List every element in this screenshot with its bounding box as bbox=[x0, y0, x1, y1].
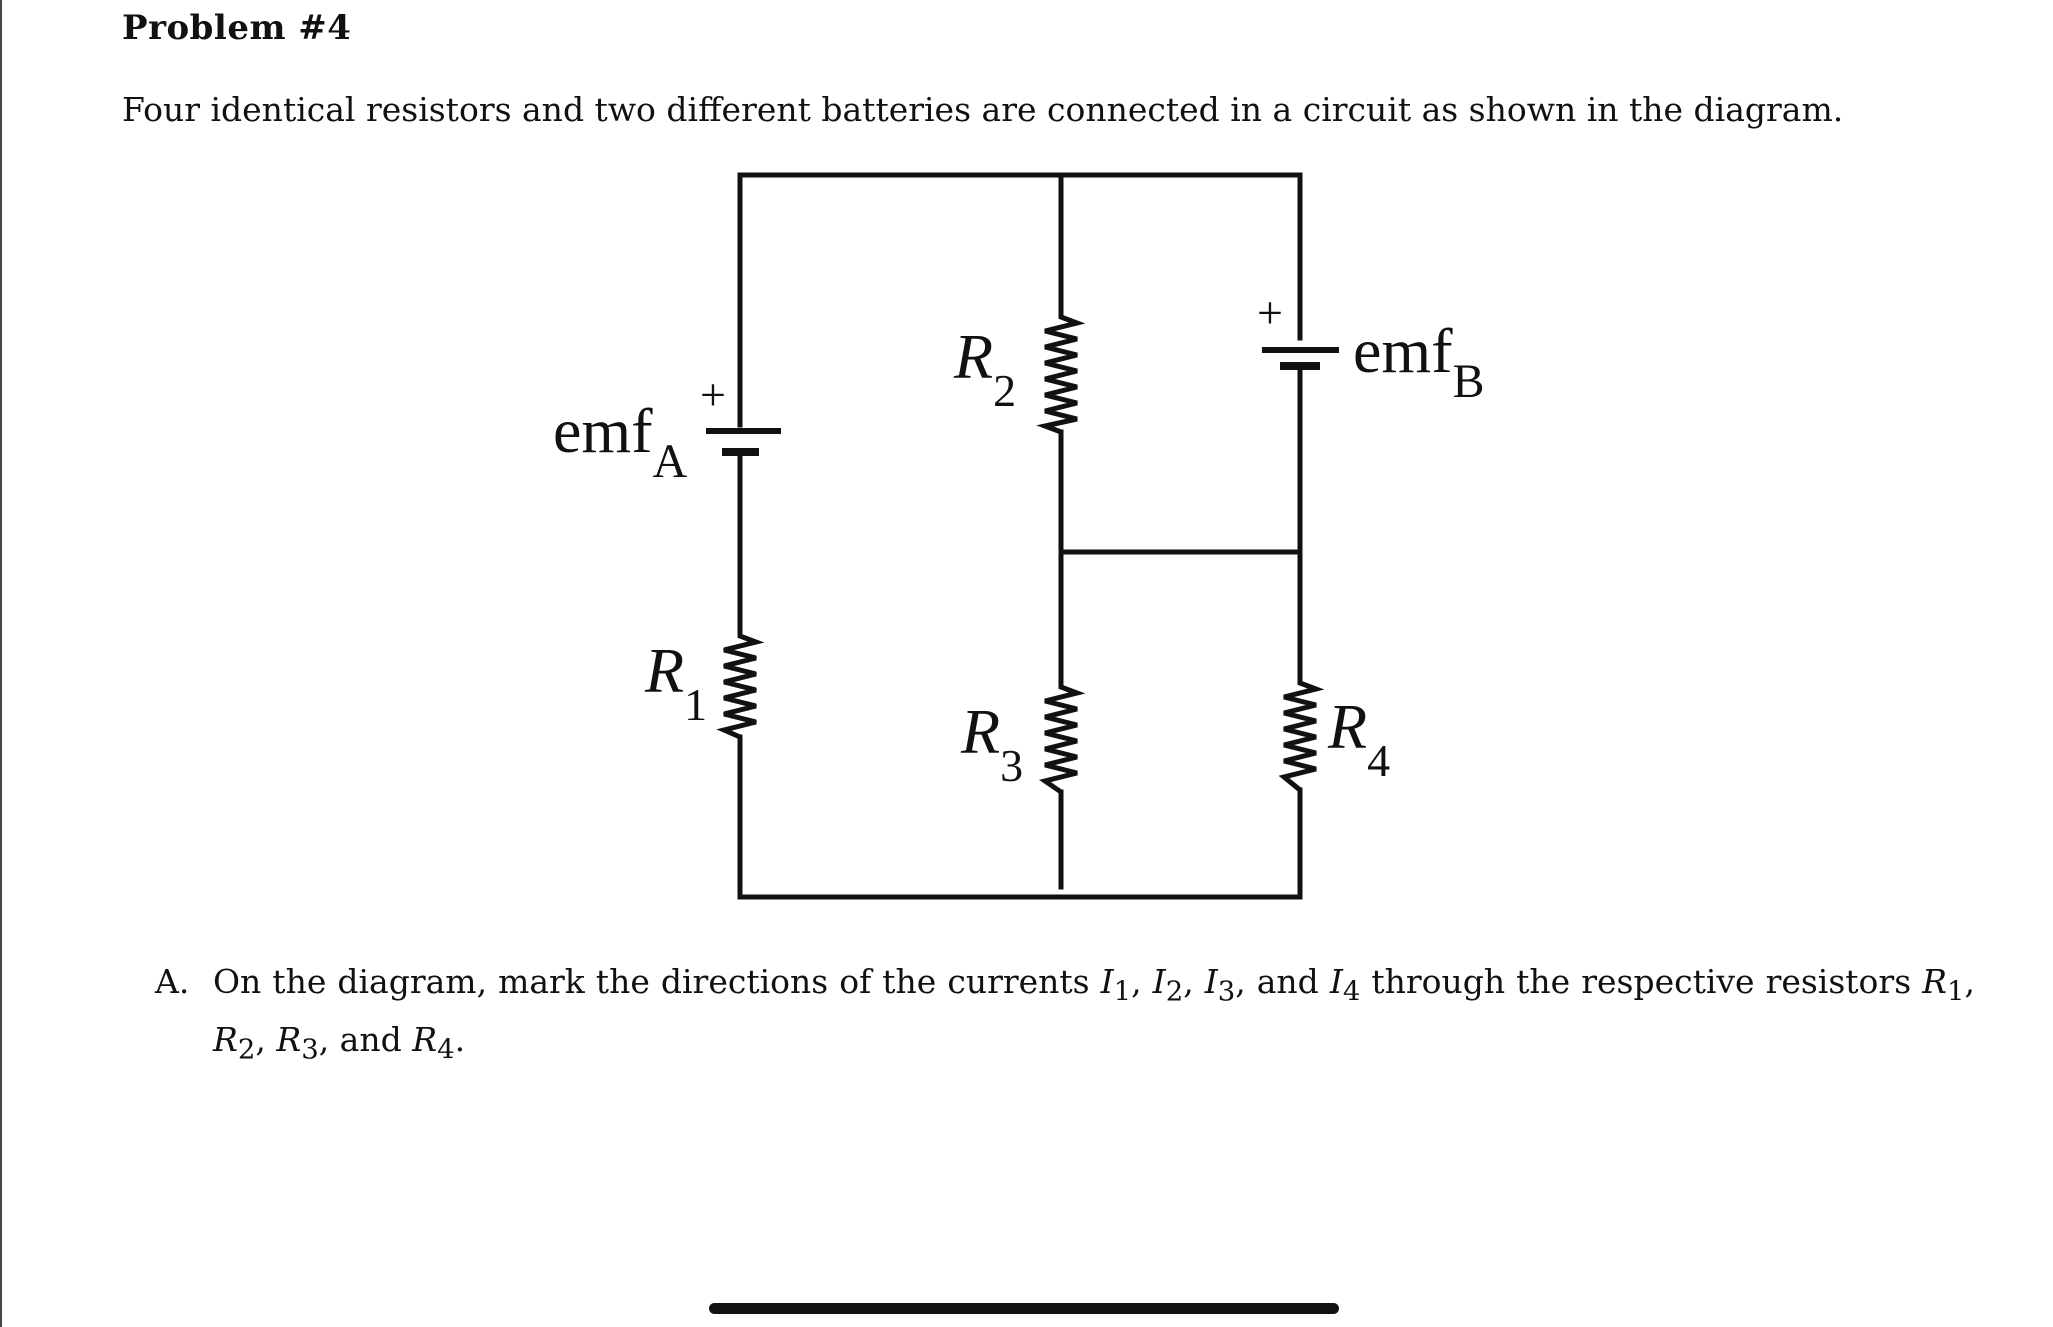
resistor-ref-r3: R bbox=[276, 1019, 302, 1059]
r4-label: $R_4$ bbox=[1328, 691, 1391, 786]
current-i1: I bbox=[1100, 962, 1114, 1001]
current-i2: I bbox=[1152, 962, 1166, 1001]
resistor-ref-r4: R bbox=[412, 1019, 438, 1059]
r2-label: $R_2$ bbox=[954, 321, 1017, 416]
current-i3: I bbox=[1204, 962, 1218, 1001]
r1-label: $R_1$ bbox=[645, 635, 708, 730]
resistor-ref-r2: R bbox=[213, 1019, 238, 1059]
plus-sign-b: + bbox=[1257, 287, 1283, 338]
resistor-r4 bbox=[1284, 678, 1316, 790]
resistor-r3 bbox=[1045, 682, 1077, 792]
plus-sign-a: + bbox=[700, 369, 726, 420]
resistor-r2 bbox=[1045, 312, 1077, 432]
current-i4: I bbox=[1329, 962, 1343, 1001]
question-text: On the diagram, mark the directions of the currents $I_1$, $I_2$, $I_3$, and $I_4$ through the respective resistors $R_1$, $R_2$, $R_3$, and $R_4$. bbox=[213, 962, 1975, 1066]
home-indicator-bar[interactable] bbox=[709, 1303, 1339, 1314]
question-number: A. bbox=[155, 962, 190, 1001]
question-a bbox=[155, 958, 1975, 1073]
problem-title: Problem #4 bbox=[122, 8, 352, 48]
problem-intro: Four identical resistors and two different batteries are connected in a circuit as shown in the diagram. bbox=[122, 90, 1844, 129]
battery-a bbox=[706, 431, 781, 452]
resistor-r1 bbox=[724, 630, 756, 737]
emf-b-label: emf$_B$ bbox=[1353, 315, 1485, 408]
emf-a-label: emf$_A$ bbox=[553, 395, 688, 488]
battery-b bbox=[1262, 350, 1339, 366]
resistor-ref-r1: R bbox=[1922, 962, 1947, 1001]
r3-label: $R_3$ bbox=[961, 696, 1024, 791]
